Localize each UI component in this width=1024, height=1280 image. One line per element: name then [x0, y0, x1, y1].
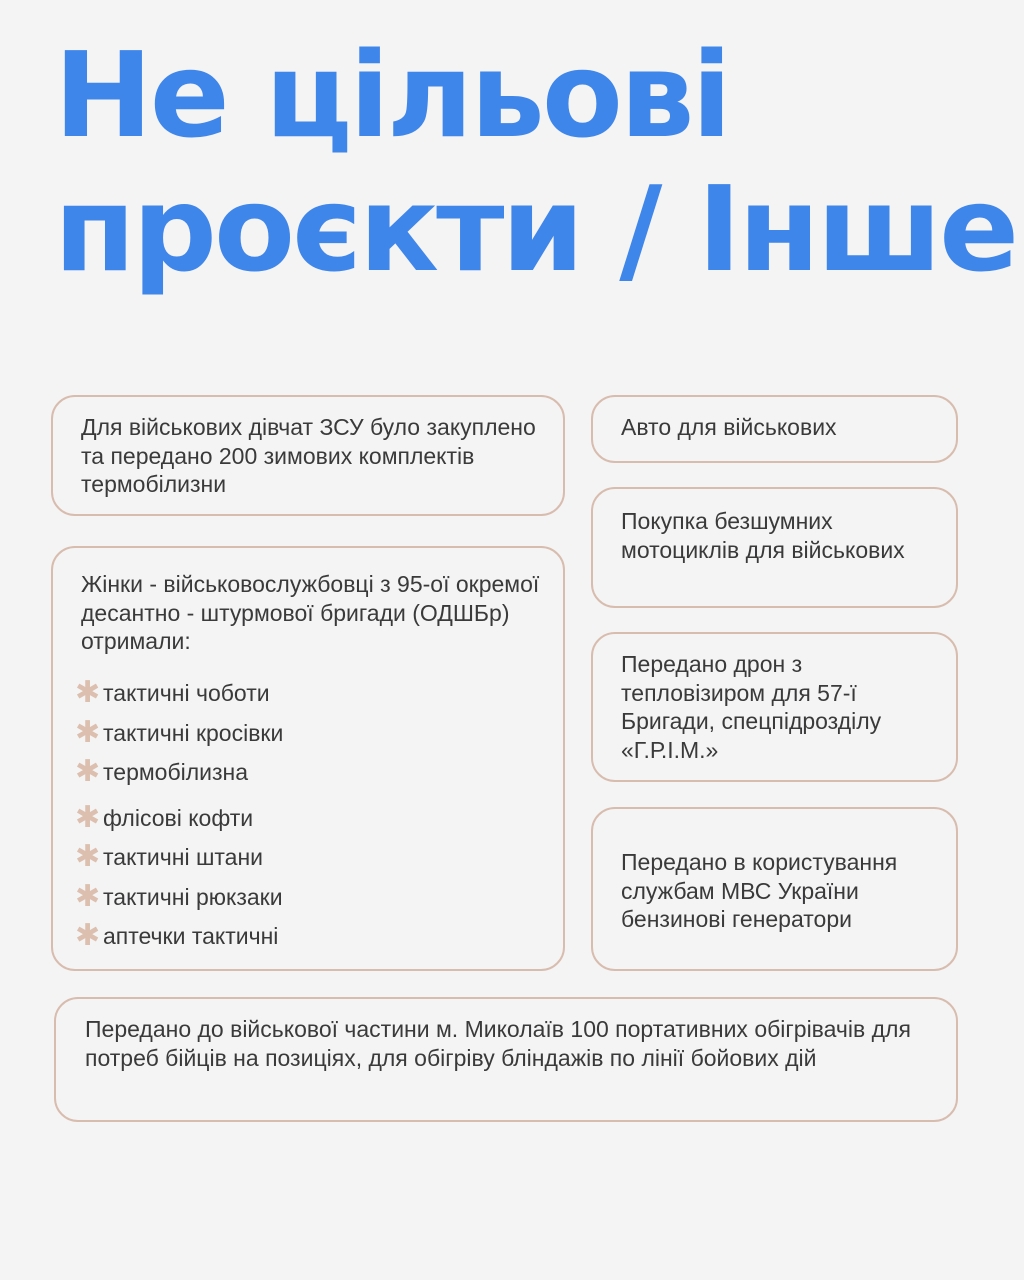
asterisk-icon: ✱ [75, 714, 101, 750]
list-item [75, 838, 551, 878]
asterisk-icon: ✱ [75, 799, 101, 835]
card-generators [591, 807, 958, 971]
list-item [75, 917, 551, 957]
card-drone-text: Передано дрон з тепловізиром для 57-ї Бригади, спецпідрозділу «Г.Р.І.М.» [621, 651, 882, 763]
card-drone [591, 632, 958, 782]
list-item-label: тактичні чоботи [103, 680, 270, 706]
page-title [54, 26, 1017, 298]
card-generators-text: Передано в користування службам МВС України бензинові генератори [621, 849, 898, 932]
asterisk-icon: ✱ [75, 839, 101, 874]
title-line-1: Не цільові [54, 26, 730, 164]
card-women-servicemembers [51, 546, 565, 971]
card-thermal-underwear [51, 395, 565, 516]
card-heaters-text: Передано до військової частини м. Миколаїв 100 портативних обігрівачів для потреб бійців на позиціях, для обігріву бліндажів по лінії бойових дій [85, 1016, 911, 1071]
asterisk-icon: ✱ [75, 754, 101, 789]
list-item [75, 753, 551, 793]
asterisk-icon: ✱ [75, 878, 101, 914]
card-motorcycles-text: Покупка безшумних мотоциклів для військових [621, 508, 905, 563]
card-women-intro: Жінки - військовослужбовці з 95-ої окремої десантно - штурмової бригади (ОДШБр) отримали: [81, 571, 540, 654]
list-item [75, 713, 551, 753]
card-auto-text: Авто для військових [621, 414, 837, 440]
list-item-label: термобілизна [103, 759, 249, 785]
list-item-label: тактичні штани [103, 844, 264, 870]
card-heaters [54, 997, 958, 1122]
card-auto [591, 395, 958, 463]
list-item [75, 674, 551, 714]
list-item-label: флісові кофти [103, 804, 254, 831]
list-item-label: тактичні рюкзаки [103, 883, 283, 910]
asterisk-icon: ✱ [75, 675, 101, 710]
list-item-label: аптечки тактичні [103, 923, 279, 949]
asterisk-icon: ✱ [75, 918, 101, 953]
card-thermal-underwear-text: Для військових дівчат ЗСУ було закуплено та передано 200 зимових комплектів термобілизни [81, 414, 536, 497]
items-list [75, 674, 551, 957]
list-item-label: тактичні кросівки [103, 719, 284, 746]
card-motorcycles [591, 487, 958, 608]
title-line-2: проєкти / Інше [54, 160, 1017, 298]
list-item [75, 877, 551, 917]
list-item [75, 798, 551, 838]
